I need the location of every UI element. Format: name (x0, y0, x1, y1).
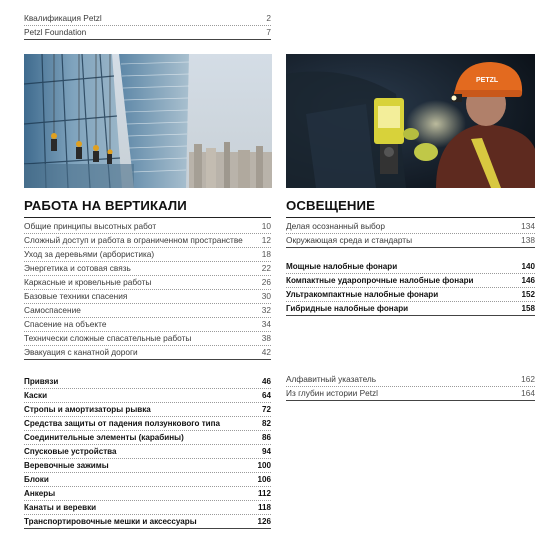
toc-page: 112 (257, 489, 271, 498)
toc-label: Самоспасение (24, 305, 81, 315)
toc-item-history[interactable] (286, 387, 535, 401)
toc-label: Каркасные и кровельные работы (24, 277, 152, 287)
toc-page: 2 (266, 13, 271, 23)
toc-label: Эвакуация с канатной дороги (24, 347, 138, 357)
toc-page: 100 (257, 461, 271, 470)
toc-item[interactable] (286, 288, 535, 302)
toc-label: Стропы и амортизаторы рывка (24, 405, 151, 414)
toc-page: 7 (266, 27, 271, 37)
toc-item[interactable] (24, 318, 271, 332)
toc-page: 34 (261, 319, 271, 329)
toc-item[interactable] (286, 260, 535, 274)
helmet-brand-text: PETZL (476, 77, 499, 84)
toc-item[interactable] (24, 389, 271, 403)
toc-label: Делая осознанный выбор (286, 221, 386, 231)
toc-page: 82 (261, 419, 271, 428)
toc-item[interactable] (24, 262, 271, 276)
toc-page: 46 (261, 377, 271, 386)
toc-item[interactable] (24, 220, 271, 234)
toc-item[interactable] (24, 431, 271, 445)
toc-page: 152 (521, 290, 535, 299)
toc-page: 94 (261, 447, 271, 456)
toc-item[interactable] (24, 332, 271, 346)
toc-item[interactable] (24, 304, 271, 318)
toc-item[interactable] (24, 248, 271, 262)
toc-item[interactable] (24, 417, 271, 431)
toc-page: 158 (521, 304, 535, 313)
toc-item[interactable] (24, 473, 271, 487)
toc-label: Petzl Foundation (24, 27, 87, 37)
toc-item-index[interactable] (286, 373, 535, 387)
toc-label: Энергетика и сотовая связь (24, 263, 131, 273)
toc-page: 134 (521, 221, 535, 231)
toc-page: 30 (261, 291, 271, 301)
toc-label: Каски (24, 391, 48, 400)
toc-label: Блоки (24, 475, 49, 484)
section-heading-vertical: РАБОТА НА ВЕРТИКАЛИ (24, 198, 187, 213)
toc-item[interactable] (286, 220, 535, 234)
toc-label: Базовые техники спасения (24, 291, 128, 301)
toc-item[interactable] (24, 487, 271, 501)
toc-item-qualification[interactable] (24, 12, 271, 26)
toc-page: 26 (261, 277, 271, 287)
toc-label: Транспортировочные мешки и аксессуары (24, 517, 197, 526)
toc-page: 12 (261, 235, 271, 245)
toc-item-foundation[interactable] (24, 26, 271, 40)
toc-item[interactable] (24, 290, 271, 304)
toc-page: 162 (521, 374, 535, 384)
toc-label: Алфавитный указатель (286, 374, 377, 384)
toc-item[interactable] (24, 375, 271, 389)
toc-item[interactable] (24, 515, 271, 529)
toc-label: Сложный доступ и работа в ограниченном пространстве (24, 235, 243, 245)
toc-label: Спасение на объекте (24, 319, 107, 329)
toc-item[interactable] (24, 234, 271, 248)
toc-item[interactable] (286, 274, 535, 288)
toc-page: 42 (261, 347, 271, 357)
toc-page: 164 (521, 388, 535, 398)
toc-page: 64 (261, 391, 271, 400)
toc-page: 138 (521, 235, 535, 245)
toc-label: Из глубин истории Petzl (286, 388, 379, 398)
toc-page: 106 (257, 475, 271, 484)
toc-label: Спусковые устройства (24, 447, 117, 456)
toc-page: 38 (261, 333, 271, 343)
toc-item[interactable] (24, 403, 271, 417)
toc-label: Гибридные налобные фонари (286, 304, 409, 313)
toc-page: 72 (261, 405, 271, 414)
toc-item[interactable] (286, 302, 535, 316)
toc-label: Общие принципы высотных работ (24, 221, 157, 231)
toc-page: 140 (521, 262, 535, 271)
toc-label: Квалификация Petzl (24, 13, 102, 23)
section-heading-rule (286, 217, 535, 218)
toc-label: Анкеры (24, 489, 56, 498)
toc-item[interactable] (24, 459, 271, 473)
toc-label: Технически сложные спасательные работы (24, 333, 192, 343)
toc-page: 10 (261, 221, 271, 231)
photo-worker-headlamp (286, 54, 535, 188)
toc-item[interactable] (24, 346, 271, 360)
toc-label: Ультракомпактные налобные фонари (286, 290, 439, 299)
toc-item[interactable] (24, 276, 271, 290)
toc-item[interactable] (24, 445, 271, 459)
photo-skyscraper-workers (24, 54, 272, 188)
toc-page: 22 (261, 263, 271, 273)
toc-label: Компактные ударопрочные налобные фонари (286, 276, 474, 285)
toc-label: Привязи (24, 377, 59, 386)
toc-label: Мощные налобные фонари (286, 262, 398, 271)
toc-label: Окружающая среда и стандарты (286, 235, 413, 245)
toc-label: Уход за деревьями (арбористика) (24, 249, 155, 259)
toc-label: Канаты и веревки (24, 503, 97, 512)
toc-item[interactable] (24, 501, 271, 515)
toc-page: 146 (521, 276, 535, 285)
toc-item[interactable] (286, 234, 535, 248)
toc-label: Соединительные элементы (карабины) (24, 433, 184, 442)
toc-label: Веревочные зажимы (24, 461, 109, 470)
section-heading-rule (24, 217, 271, 218)
toc-label: Средства защиты от падения ползункового типа (24, 419, 221, 428)
toc-page: 86 (261, 433, 271, 442)
toc-page: 18 (261, 249, 271, 259)
section-heading-lighting: ОСВЕЩЕНИЕ (286, 198, 376, 213)
toc-page: 118 (257, 503, 271, 512)
toc-page: 126 (257, 517, 271, 526)
toc-page: 32 (261, 305, 271, 315)
